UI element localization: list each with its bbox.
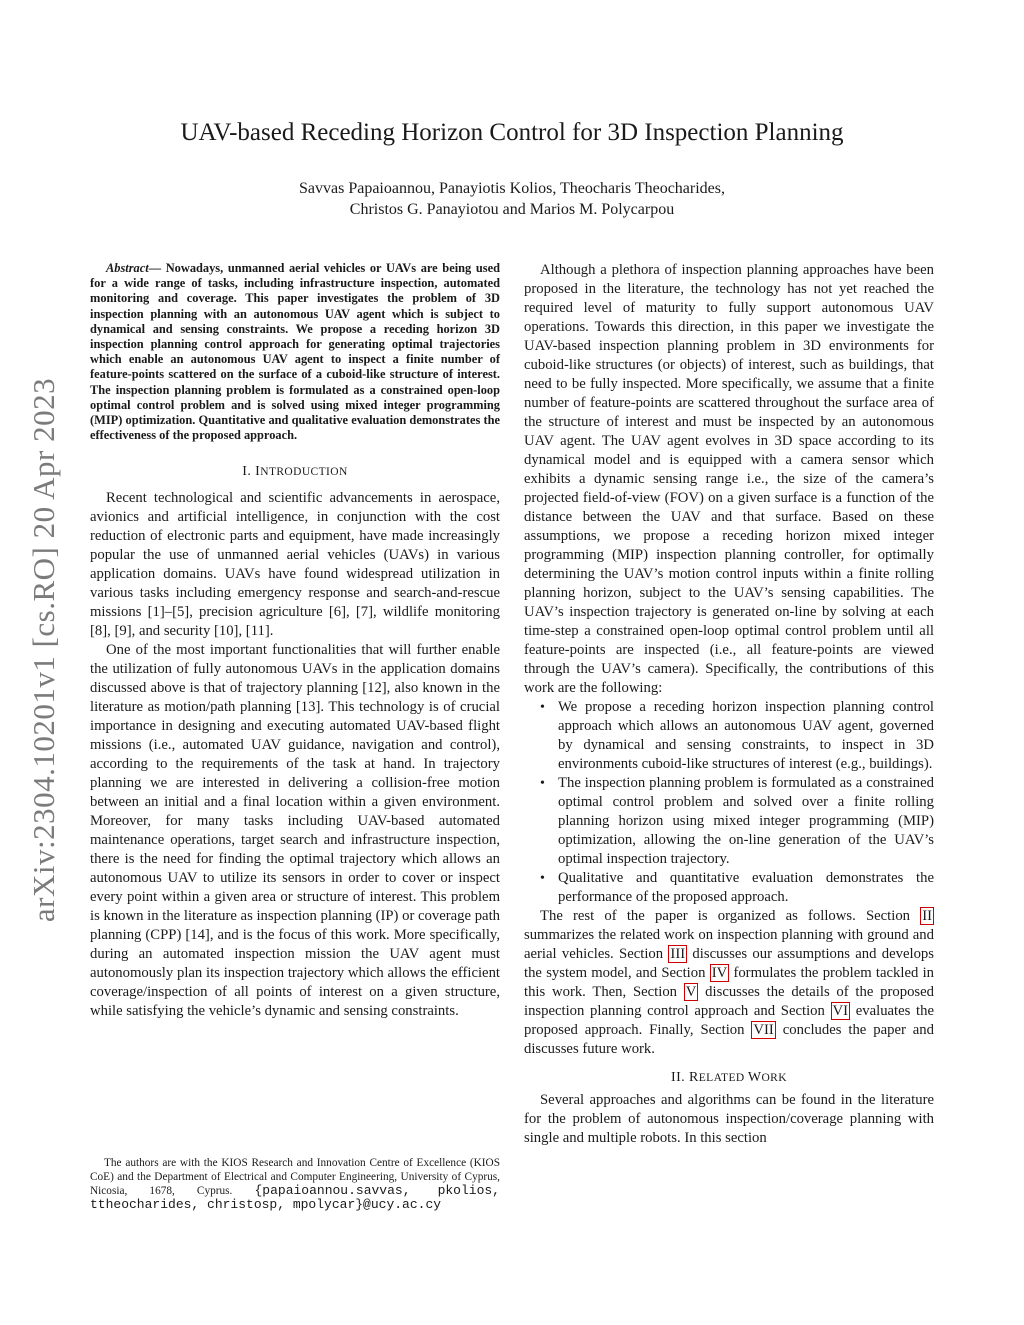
text-run: formulates the problem tackled in this work. Then, Section <box>524 965 935 1000</box>
list-item <box>540 869 934 907</box>
arxiv-sidebar <box>20 355 68 945</box>
intro-paragraph-2: One of the most important functionalities that will further enable the utilization of fully autonomous UAVs in the application domains discussed above is that of trajectory planning [12], also known in the literature as motion/path planning [13]. This technology is of crucial importance in designing and executing automated UAV-based flight missions (i.e., automated UAV guidance, navigation and control), according to the requirements of the task at hand. In trajectory planning we are interested in delivering a collision-free motion between an initial and a final location within a given environment. Moreover, for many tasks including UAV-based automated maintenance operations, target search and infrastructure inspection, there is the need for finding the optimal trajectory which allows an autonomous UAV to utilize its sensors in order to cover or inspect every point within a given area or structure of interest. This problem is known in the literature as inspection planning (IP) or coverage path planning (CPP) [14], and is the focus of this work. More specifically, during an automated inspection mission the UAV agent must autonomously plan its inspection trajectory which allows the efficient coverage/inspection of all points of interest on a given structure, while satisfying the vehicle’s dynamic and sensing constraints. <box>90 642 500 1020</box>
section-number: II. <box>671 1070 689 1085</box>
list-item <box>540 698 934 774</box>
text-run: summarizes the related work on inspection planning with ground and aerial vehicles. Section <box>524 927 934 962</box>
contribution-list <box>524 698 934 907</box>
section-link-vii[interactable]: VII <box>753 1022 774 1038</box>
heading-initial: W <box>747 1070 762 1085</box>
intro-paragraph-1: Recent technological and scientific advancements in aerospace, avionics and artificial intelligence, in conjunction with the cost reduction of electronic parts and equipment, have made increasingly popular the use of unmanned aerial vehicles (UAVs) in various application domains. UAVs have found widespread utilization in various tasks including emergency response and search-and-rescue missions [1]–[5], precision agriculture [6], [7], wildlife monitoring [8], [9], and security [10], [11]. <box>90 490 500 640</box>
list-item-text: The inspection planning problem is formulated as a constrained optimal control problem and solved over a finite rolling planning horizon using mixed integer programming (MIP) optimization, allowing the on-line generation of the UAV’s optimal inspection trajectory. <box>558 775 934 867</box>
heading-initial: I <box>255 464 261 480</box>
abstract <box>90 261 500 443</box>
heading-initial: R <box>688 1070 699 1085</box>
authors-line-1: Savvas Papaioannou, Panayiotis Kolios, Theocharis Theocharides, <box>299 180 725 197</box>
related-work-paragraph-1: Several approaches and algorithms can be found in the literature for the problem of autonomous inspection/coverage planning with single and multiple robots. In this section <box>524 1092 934 1146</box>
heading-rest: NTRODUCTION <box>260 466 348 479</box>
intro-paragraph-3: Although a plethora of inspection planning approaches have been proposed in the literature, the technology has not yet reached the required level of maturity to fully support autonomous UAV operations. Towards this direction, in this paper we investigate the UAV-based inspection planning problem in 3D environments for cuboid-like structures (or objects) of interest, such as buildings, that need to be fully inspected. More specifically, we assume that a finite number of feature-points are scattered throughout the surface area of the structure of interest and must be inspected by an autonomous UAV agent. The UAV agent evolves in 3D space according to its dynamical model and is equipped with a camera sensor which exhibits a dynamic sensing range i.e., the size of the camera’s projected field-of-view (FOV) on a given surface is a function of the distance between the UAV and that surface. Based on these assumptions, we propose a receding horizon mixed integer programming (MIP) inspection planning controller, for optimally determining the UAV’s motion control inputs within a finite rolling planning horizon, subject to the UAV’s sensing capabilities. The UAV’s inspection trajectory is generated on-line by solving at each time-step a constrained open-loop optimal control problem until all feature-points are inspected (i.e., all feature-points are viewed through the UAV’s camera). Specifically, the contributions of this work are the following: <box>524 262 934 696</box>
intro-paragraph-4 <box>524 907 934 1059</box>
author-affiliation-footnote <box>90 1156 500 1212</box>
list-item-text: We propose a receding horizon inspection planning control approach which allows an autonomous UAV agent, governed by dynamical and sensing constraints, to inspect in 3D environments cuboid-like structures of interest (e.g., buildings). <box>558 699 934 772</box>
arxiv-stamp: arXiv:2304.10201v1 [cs.RO] 20 Apr 2023 <box>26 377 61 923</box>
section-link-iv[interactable]: IV <box>711 965 728 981</box>
text-run: evaluates the proposed approach. Finally, Section <box>524 1003 934 1038</box>
abstract-text: — Nowadays, unmanned aerial vehicles or UAVs are being used for a wide range of tasks, including infrastructure inspection, automated monitoring and coverage. This paper investigates the problem of 3D inspection planning with an autonomous UAV agent which is subject to dynamical and sensing constraints. We propose a receding horizon 3D inspection planning control approach for generating optimal trajectories which enable an autonomous UAV agent to inspect a finite number of feature-points scattered on the surface of a cuboid-like structure of interest. The inspection planning problem is formulated as a constrained open-loop optimal control problem and is solved using mixed integer programming (MIP) optimization. Quantitative and qualitative evaluation demonstrates the effectiveness of the proposed approach. <box>90 261 500 443</box>
list-item-text: Qualitative and quantitative evaluation demonstrates the performance of the proposed approach. <box>558 870 934 905</box>
bullet-icon: • <box>540 871 545 886</box>
list-item <box>540 774 934 869</box>
right-column <box>524 261 934 1148</box>
author-list <box>0 178 1024 220</box>
left-column <box>90 261 500 1021</box>
heading-rest: ORK <box>761 1072 787 1084</box>
author-emails[interactable]: {papaioannou.savvas, pkolios, ttheocharides, christosp, mpolycar}@ucy.ac.cy <box>90 1183 500 1212</box>
bullet-icon: • <box>540 776 545 791</box>
bullet-icon: • <box>540 700 545 715</box>
abstract-label: Abstract <box>106 261 149 275</box>
section-link-v[interactable]: V <box>685 984 697 1000</box>
section-link-vi[interactable]: VI <box>832 1003 849 1019</box>
section-heading-introduction <box>90 463 500 481</box>
text-run: discusses our assumptions and develops the system model, and Section <box>524 946 934 981</box>
text-run: concludes the paper and discusses future work. <box>524 1022 934 1057</box>
authors-line-2: Christos G. Panayiotou and Marios M. Polycarpou <box>349 201 675 218</box>
section-link-ii[interactable]: II <box>922 908 932 924</box>
section-link-iii[interactable]: III <box>670 946 686 962</box>
paper-title: UAV-based Receding Horizon Control for 3D Inspection Planning <box>180 119 844 146</box>
text-run: discusses the details of the proposed inspection planning control approach and Section <box>524 984 934 1019</box>
text-run: The rest of the paper is organized as follows. Section <box>540 908 921 924</box>
heading-rest: ELATED <box>698 1072 748 1084</box>
section-number: I. <box>242 464 256 480</box>
section-heading-related-work <box>524 1069 934 1087</box>
footnote-text: The authors are with the KIOS Research and Innovation Centre of Excellence (KIOS CoE) and the Department of Electrical and Computer Engineering, University of Cyprus, Nicosia, 1678, Cyprus. <box>90 1157 500 1197</box>
